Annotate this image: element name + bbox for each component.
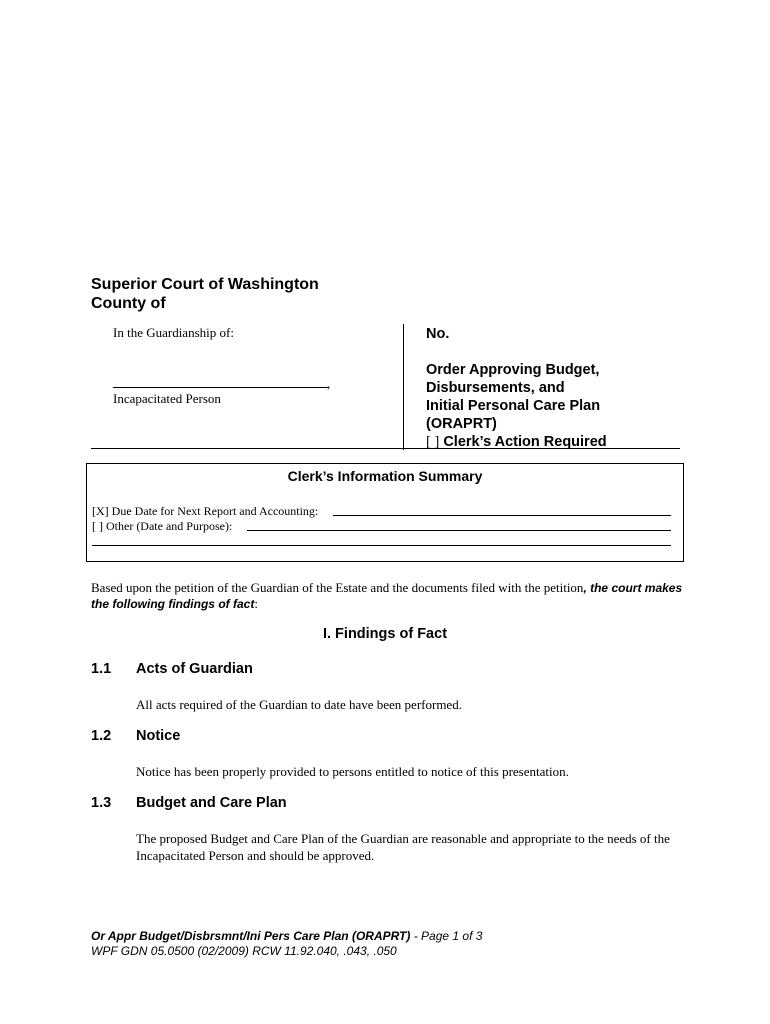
intro-end: : — [254, 596, 258, 611]
subsection-number-1-2: 1.2 — [91, 728, 112, 744]
findings-intro — [91, 580, 691, 612]
subsection-text-1-1: All acts required of the Guardian to date have been performed. — [136, 697, 462, 712]
due-date-label: [X] Due Date for Next Report and Accounting: — [92, 504, 319, 518]
subsection-title-notice: Notice — [136, 728, 181, 744]
subsection-text-1-2: Notice has been properly provided to persons entitled to notice of this presentation. — [136, 764, 569, 779]
other-field[interactable] — [247, 530, 671, 531]
footer-form-title — [91, 929, 482, 943]
case-number-label: No. — [426, 326, 450, 342]
footer-form-name: Or Appr Budget/Disbrsmnt/Ini Pers Care Plan (ORAPRT) — [91, 929, 411, 943]
intro-text: Based upon the petition of the Guardian of the Estate and the documents filed with the petition — [91, 580, 584, 595]
footer-page-info: - Page 1 of 3 — [410, 929, 483, 943]
other-label: [ ] Other (Date and Purpose): — [92, 519, 233, 533]
other-field-continuation[interactable] — [92, 545, 671, 546]
footer-form-code: WPF GDN 05.0500 (02/2009) RCW 11.92.040, .043, .050 — [91, 944, 397, 958]
clerk-action-checkbox[interactable]: [ ] — [426, 434, 440, 450]
document-title — [426, 361, 607, 451]
subsection-title-acts-of-guardian: Acts of Guardian — [136, 661, 253, 677]
incapacitated-person-label: Incapacitated Person — [113, 391, 221, 406]
intro-emphasis: , the court makes the following findings of fact — [91, 581, 683, 611]
incapacitated-name-line — [113, 377, 328, 388]
clerk-action-required — [426, 433, 607, 451]
due-date-field[interactable] — [333, 515, 671, 516]
court-header — [91, 275, 319, 313]
caption-vertical-divider — [403, 324, 404, 450]
subsection-number-1-1: 1.1 — [91, 661, 112, 677]
clerk-action-text: Clerk’s Action Required — [443, 434, 607, 450]
subsection-number-1-3: 1.3 — [91, 795, 112, 811]
guardianship-label: In the Guardianship of: — [113, 325, 234, 340]
title-line-1: Order Approving Budget, — [426, 362, 600, 378]
court-name: Superior Court of Washington — [91, 276, 319, 293]
title-line-3: Initial Personal Care Plan — [426, 398, 601, 414]
subsection-title-budget-and-care-plan: Budget and Care Plan — [136, 795, 287, 811]
section-heading-findings: I. Findings of Fact — [322, 626, 448, 642]
subsection-text-1-3: The proposed Budget and Care Plan of the Guardian are reasonable and appropriate to the needs of the Incapacitated Person and should be approved. — [136, 831, 670, 863]
summary-title: Clerk’s Information Summary — [287, 468, 483, 484]
clerk-information-summary — [86, 463, 684, 562]
name-comma: , — [327, 376, 331, 391]
title-line-2: Disbursements, and — [426, 380, 565, 396]
title-line-4: (ORAPRT) — [426, 416, 497, 432]
county-label: County of — [91, 295, 166, 312]
